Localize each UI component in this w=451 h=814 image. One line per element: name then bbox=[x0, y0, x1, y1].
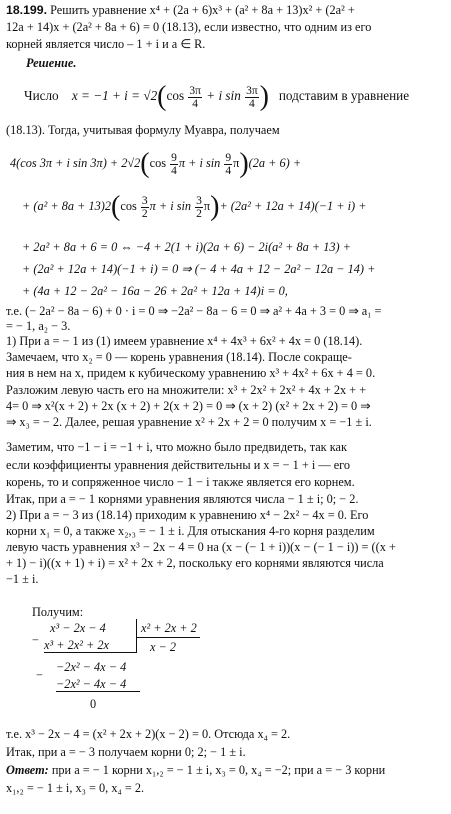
paren-close: ) bbox=[259, 81, 269, 112]
eq1-mid: π + i sin bbox=[178, 155, 221, 170]
equation-line-5: + (4a + 12 − 2a² − 16a − 26 + 2a² + 12a + 14)i = 0, bbox=[22, 284, 288, 298]
body-line: = − 1, a₂ − 3. bbox=[6, 319, 71, 333]
division-subtrahend-1: x³ + 2x² + 2x bbox=[44, 638, 109, 652]
division-intro: Получим: bbox=[32, 605, 84, 619]
eq1-a: 4(cos 3π + i sin 3π) + 2√2 bbox=[10, 155, 141, 170]
division-vertical-bar bbox=[136, 619, 137, 653]
answer-text-1: при a = − 1 корни x₁,₂ = − 1 ± i, x₃ = 0, x₄ = −2; при a = − 3 корни bbox=[48, 763, 386, 777]
problem-text-1: Решить уравнение x⁴ + (2a + 6)x³ + (a² + 8a + 13)x² + (2a² + bbox=[47, 3, 355, 17]
eq2-fraction-2 bbox=[195, 195, 203, 220]
eq2-mid: π + i sin bbox=[149, 198, 192, 213]
number-expr: x = −1 + i = √2 bbox=[71, 88, 158, 104]
division-subtrahend-2: −2x² − 4x − 4 bbox=[56, 677, 127, 691]
tail-line: Итак, при a = − 3 получаем корни 0; 2; − 1 ± i. bbox=[6, 745, 246, 759]
eq2-a: + (a² + 8a + 13)2 bbox=[22, 198, 112, 213]
body-line: Заметим, что −1 − i = −1 + i, что можно было предвидеть, так как bbox=[6, 440, 347, 454]
equation-line-1 bbox=[10, 150, 301, 178]
body-line: ⇒ x₃ = − 2. Далее, решая уравнение x² + 2x + 2 = 0 получим x = −1 ± i. bbox=[6, 415, 372, 429]
fraction-1-den: 4 bbox=[192, 97, 199, 110]
eq1-fraction-1-num: 9 bbox=[171, 151, 177, 164]
answer-line-2: x₁,₂ = − 1 ± i, x₃ = 0, x₄ = 2. bbox=[6, 781, 145, 795]
fraction-1-num: 3π bbox=[189, 84, 201, 97]
division-quotient-line bbox=[136, 637, 200, 638]
fraction-2-num: 3π bbox=[246, 84, 258, 97]
body-line: −1 ± i. bbox=[6, 572, 39, 586]
eq2-c: + (2a² + 12a + 14)(−1 + i) + bbox=[219, 198, 367, 213]
cos-label: cos bbox=[166, 88, 185, 104]
tail-line: т.е. x³ − 2x − 4 = (x² + 2x + 2)(x − 2) = 0. Отсюда x₄ = 2. bbox=[6, 727, 291, 741]
number-line bbox=[24, 83, 409, 111]
body-line: + 1) − i)((x + 1) + i) = x² + 2x + 2, поскольку его корнями являются числа bbox=[6, 556, 384, 570]
eq2-paren-close: ) bbox=[210, 191, 220, 222]
body-line: если коэффициенты уравнения действительны и x = − 1 + i — его bbox=[6, 458, 351, 472]
eq1-paren-open: ( bbox=[140, 148, 150, 179]
eq1-c: (2a + 6) + bbox=[248, 155, 302, 170]
division-underline-1 bbox=[44, 652, 136, 653]
isin-label: + i sin bbox=[206, 88, 241, 104]
eq2-b: π bbox=[203, 198, 211, 213]
body-line: Разложим левую часть его на множители: x³ + 2x² + 2x² + 4x + 2x + + bbox=[6, 383, 367, 397]
division-divisor: x² + 2x + 2 bbox=[141, 621, 197, 635]
division-remainder-2: 0 bbox=[90, 697, 97, 711]
paren-open: ( bbox=[157, 81, 167, 112]
body-line: Замечаем, что x₂ = 0 — корень уравнения (18.14). После сокраще- bbox=[6, 350, 352, 364]
body-line: корни x₁ = 0, а также x₂,₃ = − 1 ± i. Для отыскания 4-го корня разделим bbox=[6, 524, 375, 538]
division-minus-1: − bbox=[32, 633, 39, 647]
eq1-fraction-2-num: 9 bbox=[225, 151, 232, 164]
eq1-fraction-2 bbox=[224, 152, 232, 177]
problem-number: 18.199. bbox=[6, 3, 48, 17]
equation-line-2 bbox=[22, 193, 367, 221]
eq1-fraction-2-den: 4 bbox=[225, 164, 232, 177]
body-line: т.е. (− 2a² − 8a − 6) + 0 · i = 0 ⇒ −2a² − 8a − 6 = 0 ⇒ a² + 4a + 3 = 0 ⇒ a₁ = bbox=[6, 304, 382, 318]
eq2-fraction-1-den: 2 bbox=[141, 207, 148, 220]
body-line: левую часть уравнения x³ − 2x − 4 = 0 на (x − (− 1 + i))(x − (− 1 − i)) = ((x + bbox=[6, 540, 396, 554]
eq2-fraction-2-num: 3 bbox=[196, 194, 202, 207]
eq2-fraction-2-den: 2 bbox=[196, 207, 202, 220]
body-line: Итак, при a = − 1 корнями уравнения являются числа − 1 ± i; 0; − 2. bbox=[6, 492, 359, 506]
eq1-fraction-1-den: 4 bbox=[171, 164, 177, 177]
eq1-cos: cos bbox=[149, 155, 167, 170]
eq1-fraction-1 bbox=[170, 152, 178, 177]
division-quotient: x − 2 bbox=[150, 640, 177, 654]
fraction-1 bbox=[188, 85, 202, 110]
problem-line-1 bbox=[6, 3, 446, 17]
division-minus-2: − bbox=[36, 668, 43, 682]
solution-heading: Решение. bbox=[26, 56, 77, 70]
answer-line-1 bbox=[6, 763, 446, 777]
body-line: 4= 0 ⇒ x²(x + 2) + 2x (x + 2) + 2(x + 2) = 0 ⇒ (x + 2) (x² + 2x + 2) = 0 ⇒ bbox=[6, 399, 371, 413]
division-dividend: x³ − 2x − 4 bbox=[50, 621, 106, 635]
division-underline-2 bbox=[56, 691, 140, 692]
problem-line-3: корней является число – 1 + i и a ∈ R. bbox=[6, 37, 206, 51]
body-line: 1) При a = − 1 из (1) имеем уравнение x⁴ + 4x³ + 6x² + 4x = 0 (18.14). bbox=[6, 334, 363, 348]
eq2-paren-open: ( bbox=[111, 191, 121, 222]
eq2-cos: cos bbox=[120, 198, 137, 213]
equation-line-4: + (2a² + 12a + 14)(−1 + i) = 0 ⇒ (− 4 + 4a + 12 − 2a² − 12a − 14) + bbox=[22, 262, 376, 276]
eq2-fraction-1-num: 3 bbox=[141, 194, 148, 207]
eq2-fraction-1 bbox=[141, 195, 149, 220]
answer-label: Ответ: bbox=[6, 763, 49, 777]
problem-line-2: 12a + 14)x + (2a² + 8a + 6) = 0 (18.13), если известно, что одним из его bbox=[6, 20, 372, 34]
eq1-b: π bbox=[233, 155, 240, 170]
fraction-2-den: 4 bbox=[249, 97, 255, 110]
number-post: подставим в уравнение bbox=[278, 88, 410, 104]
body-line: ния в нем на x, придем к кубическому уравнению x³ + 4x² + 6x + 4 = 0. bbox=[6, 366, 376, 380]
division-remainder-1: −2x² − 4x − 4 bbox=[56, 660, 127, 674]
moivre-line: (18.13). Тогда, учитывая формулу Муавра, получаем bbox=[6, 123, 280, 137]
body-line: корень, то и сопряженное число − 1 − i также является его корнем. bbox=[6, 475, 355, 489]
body-line: 2) При a = − 3 из (18.14) приходим к уравнению x⁴ − 2x² − 4x = 0. Его bbox=[6, 508, 369, 522]
number-pre: Число bbox=[24, 88, 59, 104]
equation-line-3: + 2a² + 8a + 6 = 0 ⇔ −4 + 2(1 + i)(2a + 6) − 2i(a² + 8a + 13) + bbox=[22, 240, 351, 254]
fraction-2 bbox=[245, 85, 259, 110]
eq1-paren-close: ) bbox=[239, 148, 249, 179]
